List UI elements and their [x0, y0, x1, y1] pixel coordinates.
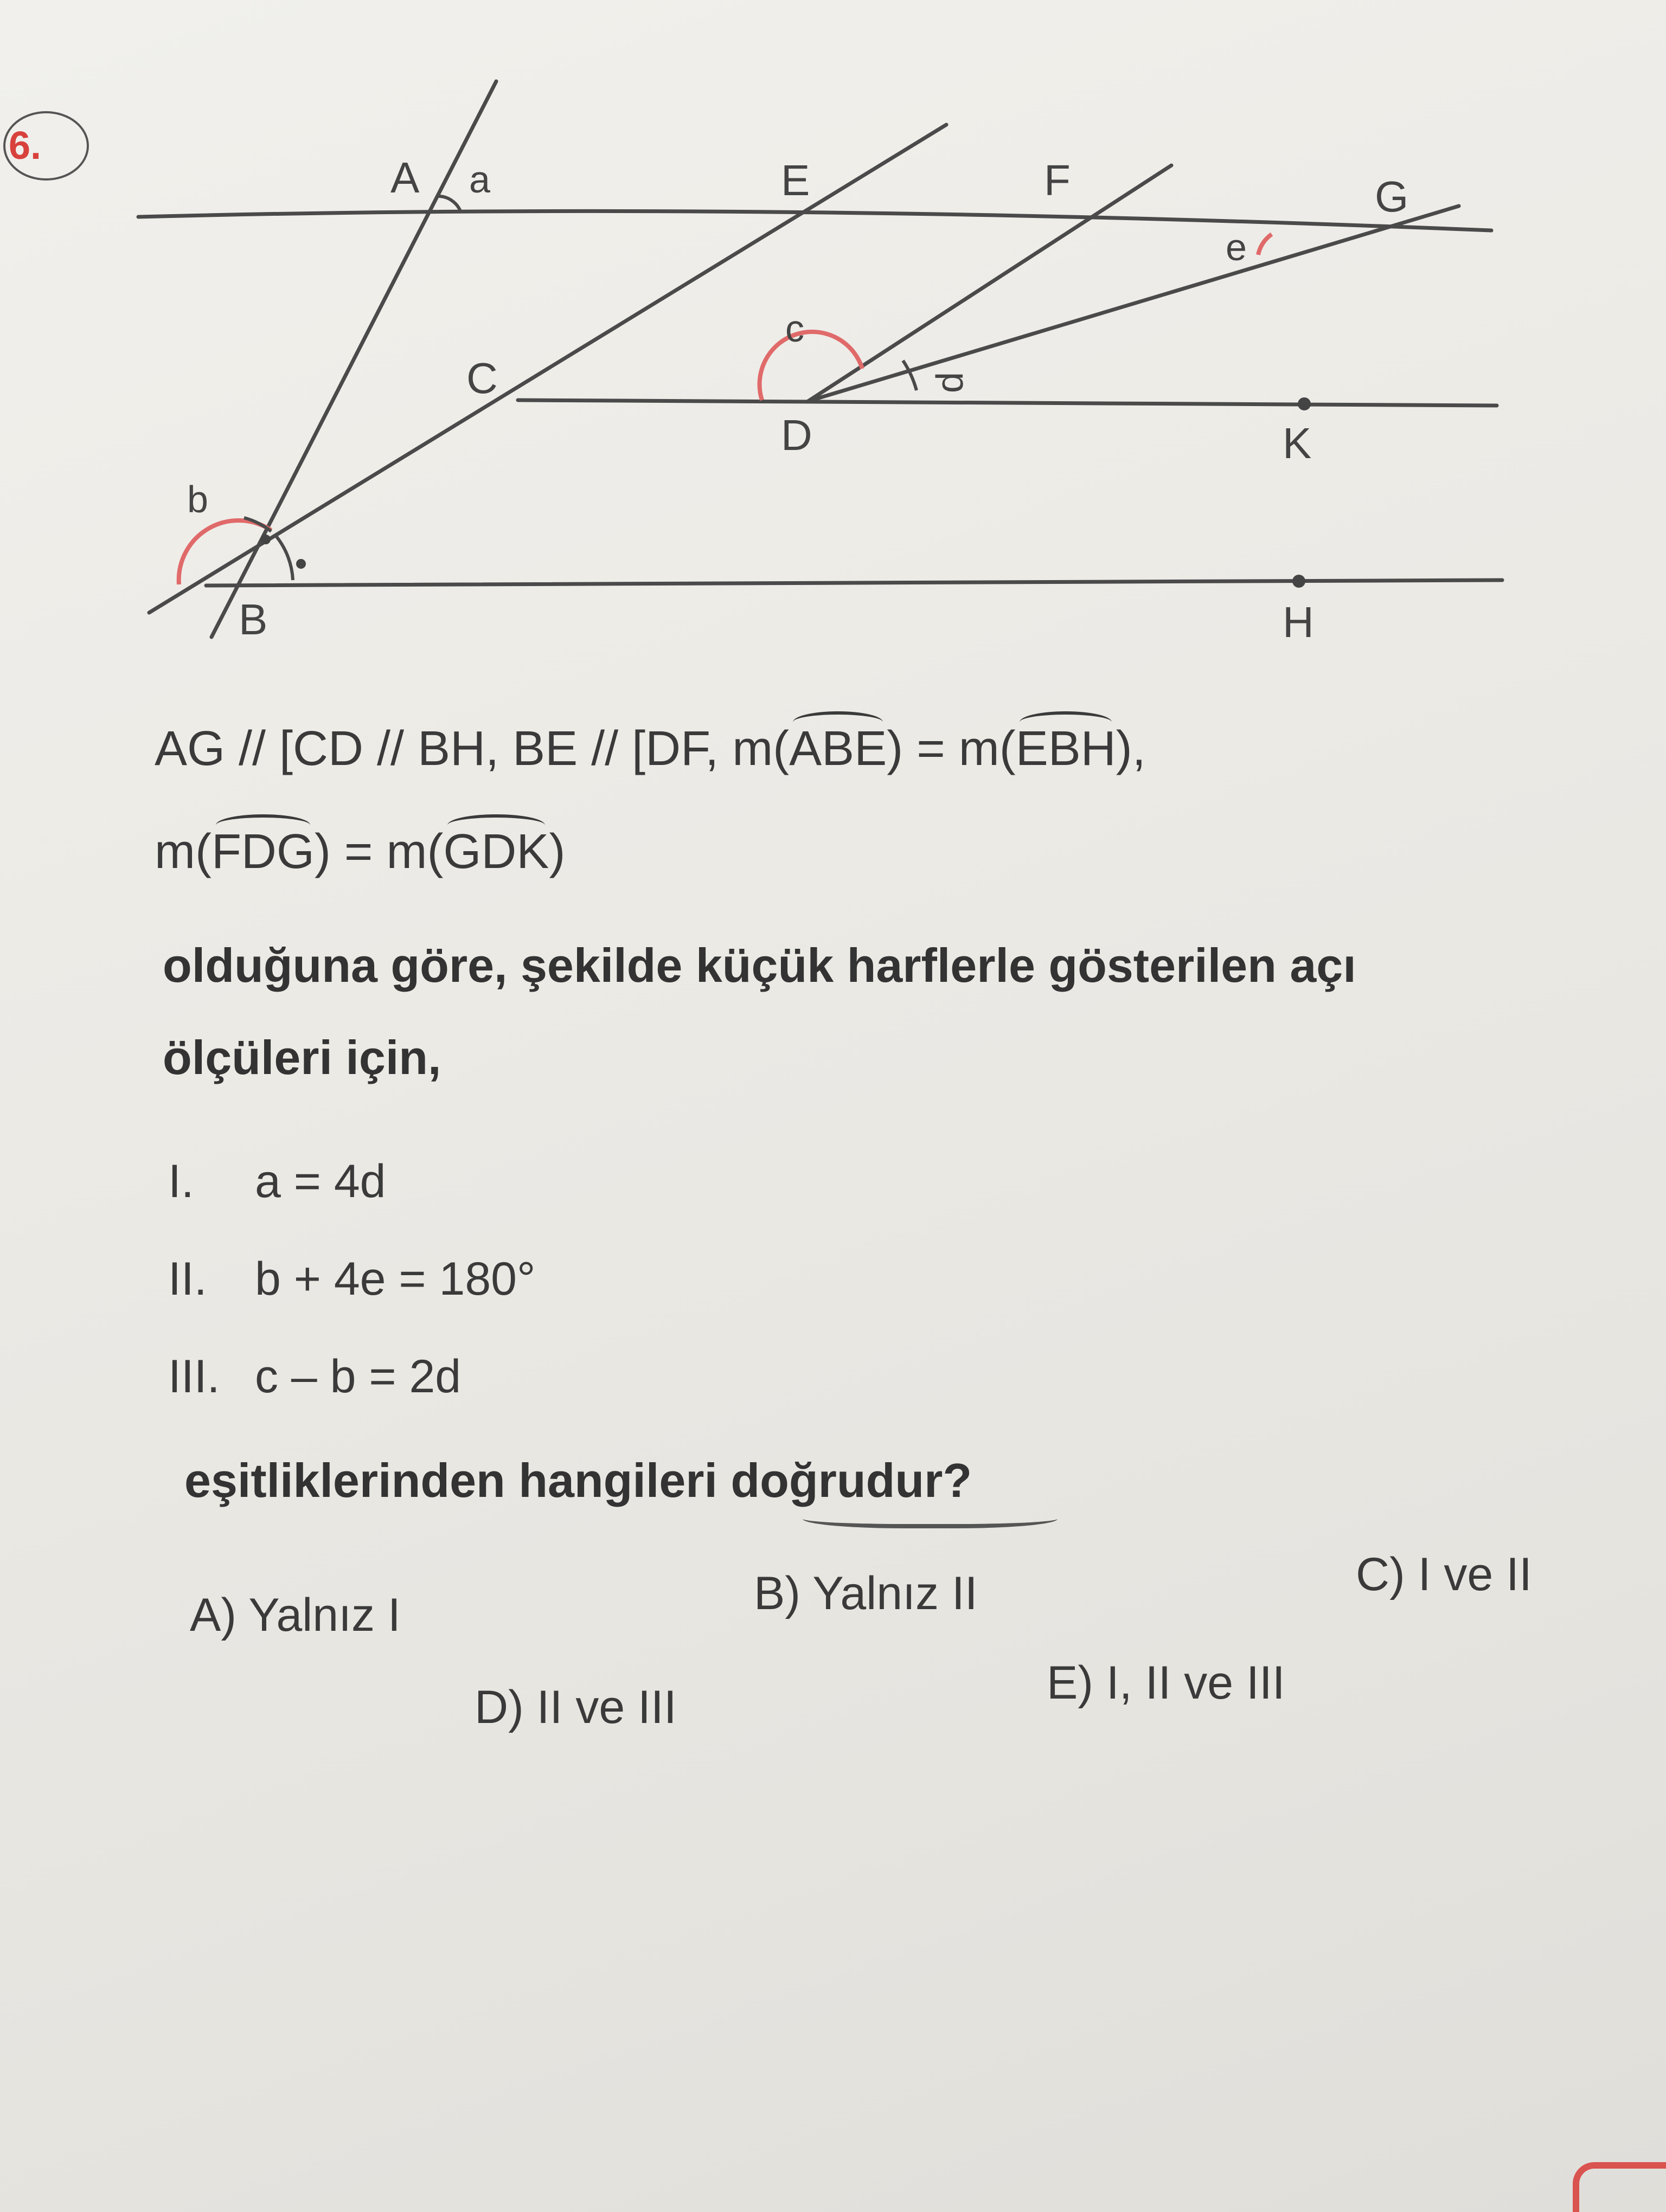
label-K: K	[1283, 419, 1312, 467]
choice-b[interactable]: B) Yalnız II	[754, 1567, 978, 1619]
angle-arcs	[179, 234, 1272, 584]
label-C: C	[466, 354, 498, 402]
label-G: G	[1375, 172, 1409, 221]
ray-D-G	[808, 206, 1459, 401]
given-line-1: AG // [CD // BH, BE // [DF, m(ABE) = m(EBH),	[155, 722, 1146, 776]
statement-3: III. c – b = 2d	[168, 1351, 462, 1403]
bisector-dot-2	[261, 535, 271, 544]
label-E: E	[781, 156, 810, 204]
arc-e	[1258, 234, 1272, 255]
question-number: 6.	[9, 124, 42, 168]
label-H: H	[1283, 598, 1314, 646]
angle-label-c: c	[785, 307, 804, 350]
angle-label-b: b	[187, 478, 208, 520]
arc-notation: FDG	[211, 825, 315, 879]
question-line-2: ölçüleri için,	[163, 1031, 441, 1084]
question-line-1: olduğuna göre, şekilde küçük harflerle gösterilen açı	[163, 938, 1356, 992]
arc-d	[903, 361, 917, 390]
arc-bisect-1	[277, 537, 293, 580]
label-B: B	[239, 595, 268, 644]
ask-text: eşitliklerinden hangileri doğrudur?	[184, 1454, 972, 1507]
bisector-dot-1	[296, 559, 306, 569]
angle-label-a: a	[469, 158, 490, 201]
geometry-figure	[0, 0, 1666, 678]
given-line-2: m(FDG) = m(GDK)	[155, 825, 566, 879]
line-AG	[138, 211, 1491, 230]
point-H-dot	[1292, 575, 1305, 588]
line-CD	[518, 400, 1497, 406]
choice-c[interactable]: C) I ve II	[1356, 1548, 1532, 1600]
statement-1: I. a = 4d	[168, 1155, 386, 1207]
handwritten-underline	[803, 1504, 1058, 1528]
angle-label-d: d	[928, 372, 971, 393]
line-BH	[206, 580, 1502, 586]
arc-notation: EBH	[1015, 722, 1116, 776]
page-corner-mark	[1573, 2162, 1666, 2212]
choice-e[interactable]: E) I, II ve III	[1047, 1657, 1285, 1709]
statement-2: II. b + 4e = 180°	[168, 1253, 536, 1305]
label-A: A	[390, 153, 420, 202]
label-F: F	[1044, 156, 1071, 204]
angle-label-e: e	[1226, 226, 1247, 268]
choice-a[interactable]: A) Yalnız I	[190, 1589, 401, 1641]
arc-b	[179, 520, 271, 584]
ray-B-A	[212, 81, 496, 637]
label-D: D	[781, 411, 812, 459]
point-K-dot	[1298, 397, 1311, 410]
arc-notation: ABE	[789, 722, 887, 776]
choice-d[interactable]: D) II ve III	[475, 1681, 677, 1733]
arc-notation: GDK	[443, 825, 549, 879]
